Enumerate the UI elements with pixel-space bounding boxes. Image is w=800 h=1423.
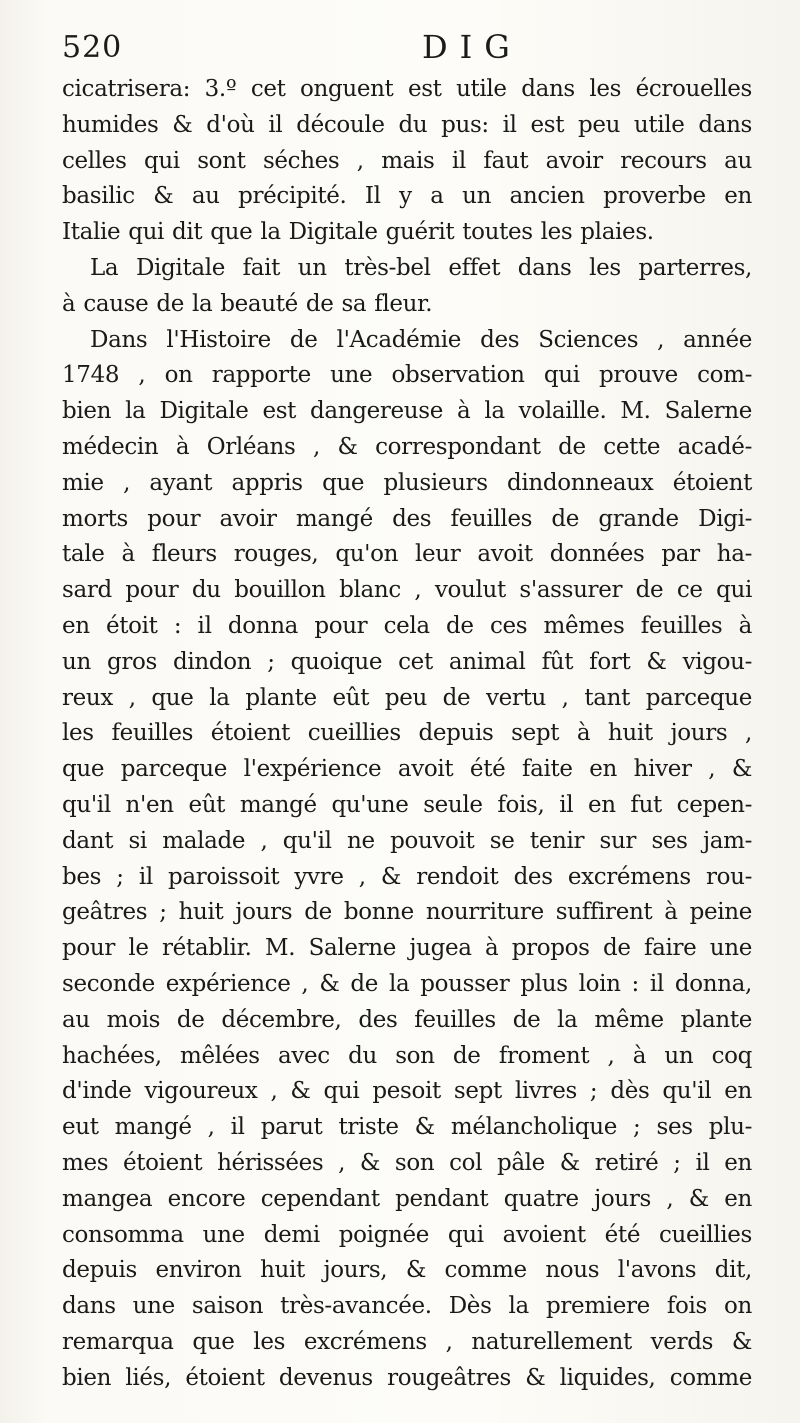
text-line: reux , que la plante eût peu de vertu , tant parceque [62, 684, 752, 711]
text-line: cicatrisera: 3.º cet onguent est utile dans les écrouelles [62, 76, 752, 102]
text-line: Italie qui dit que la Digitale guérit toutes les plaies. [62, 219, 654, 246]
text-line: humides & d'où il découle du pus: il est peu utile dans [62, 111, 752, 138]
text-line: hachées, mêlées avec du son de froment , à un coq [62, 1042, 752, 1069]
text-line: que parceque l'expérience avoit été faite en hiver , & [62, 756, 752, 783]
text-line: tale à fleurs rouges, qu'on leur avoit données par ha- [62, 541, 752, 568]
text-line: d'inde vigoureux , & qui pesoit sept livres ; dès qu'il en [62, 1078, 752, 1105]
text-line: mes étoient hérissées , & son col pâle & retiré ; il en [62, 1149, 752, 1176]
text-line: geâtres ; huit jours de bonne nourriture suffirent à peine [62, 899, 752, 926]
text-line: 1748 , on rapporte une observation qui prouve com- [62, 362, 752, 389]
text-line: les feuilles étoient cueillies depuis sept à huit jours , [62, 720, 752, 747]
text-line: qu'il n'en eût mangé qu'une seule fois, il en fut cepen- [62, 791, 752, 818]
text-line: Dans l'Histoire de l'Académie des Sciences , année [90, 326, 752, 353]
text-line: mie , ayant appris que plusieurs dindonneaux étoient [62, 469, 752, 496]
text-line: consomma une demi poignée qui avoient été cueillies [62, 1221, 752, 1248]
page-header [62, 22, 752, 74]
text-line: basilic & au précipité. Il y a un ancien proverbe en [62, 183, 752, 210]
text-line: seconde expérience , & de la pousser plus loin : il donna, [62, 970, 752, 997]
text-line: celles qui sont séches , mais il faut avoir recours au [62, 147, 752, 174]
text-line: sard pour du bouillon blanc , voulut s'assurer de ce qui [62, 577, 752, 604]
running-head: DIG [422, 28, 522, 66]
text-line: médecin à Orléans , & correspondant de cette acadé- [62, 433, 752, 460]
body-text [62, 72, 752, 1396]
text-line: mangea encore cependant pendant quatre jours , & en [62, 1185, 752, 1212]
text-line: en étoit : il donna pour cela de ces mêmes feuilles à [62, 612, 752, 639]
text-line: bien la Digitale est dangereuse à la volaille. M. Salerne [62, 398, 752, 425]
text-line: depuis environ huit jours, & comme nous l'avons dit, [62, 1257, 752, 1284]
text-line: bes ; il paroissoit yvre , & rendoit des excrémens rou- [62, 863, 752, 890]
text-line: eut mangé , il parut triste & mélancholique ; ses plu- [62, 1114, 752, 1141]
text-line: dans une saison très-avancée. Dès la premiere fois on [62, 1293, 752, 1320]
text-line: remarqua que les excrémens , naturellement verds & [62, 1328, 752, 1355]
page-number: 520 [62, 30, 123, 65]
text-line: bien liés, étoient devenus rougeâtres & liquides, comme [62, 1364, 752, 1391]
text-line: La Digitale fait un très-bel effet dans les parterres, [90, 254, 752, 281]
text-line: au mois de décembre, des feuilles de la même plante [62, 1006, 752, 1033]
text-line: à cause de la beauté de sa fleur. [62, 290, 433, 317]
text-line: dant si malade , qu'il ne pouvoit se tenir sur ses jam- [62, 827, 752, 854]
text-line: pour le rétablir. M. Salerne jugea à propos de faire une [62, 935, 752, 962]
text-line: morts pour avoir mangé des feuilles de grande Digi- [62, 505, 752, 532]
text-line: un gros dindon ; quoique cet animal fût fort & vigou- [62, 648, 752, 675]
